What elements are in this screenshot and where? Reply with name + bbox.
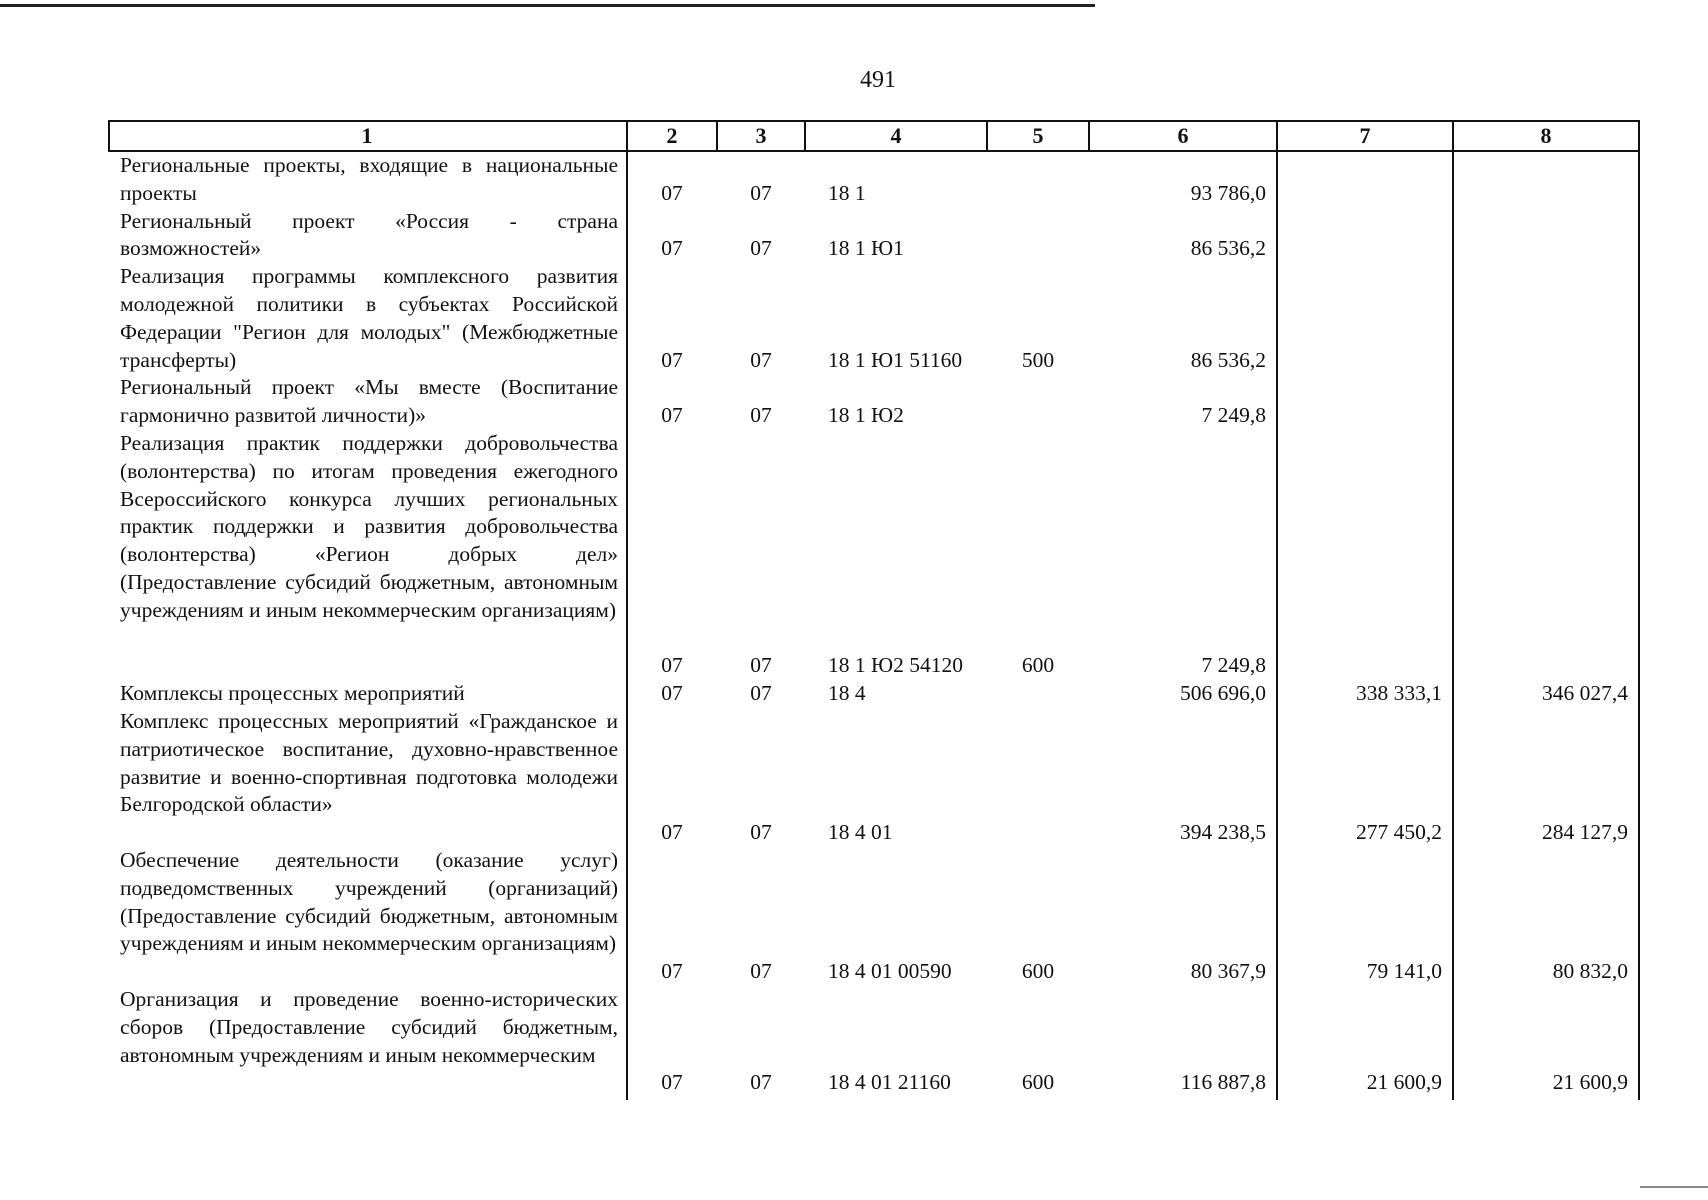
- cell-col-4: 18 4 01: [828, 820, 893, 845]
- cell-col-8: 80 832,0: [1552, 959, 1628, 984]
- cell-col-6: 86 536,2: [1190, 236, 1266, 261]
- cell-col-7: 21 600,9: [1366, 1070, 1442, 1095]
- cell-col-2: 07: [661, 1070, 683, 1095]
- page-number: 491: [860, 67, 896, 93]
- cell-col-4: 18 1 Ю1 51160: [828, 347, 963, 372]
- cell-col-6: 394 238,5: [1180, 820, 1266, 845]
- table-row: [108, 680, 1640, 708]
- cell-col-7: 79 141,0: [1366, 959, 1442, 984]
- cell-col-2: 07: [661, 347, 683, 372]
- cell-col-8: 21 600,9: [1552, 1070, 1628, 1095]
- cell-col-5: 500: [1021, 347, 1055, 372]
- cell-col-3: 07: [750, 681, 772, 706]
- cell-col-8: 346 027,4: [1542, 681, 1628, 706]
- cell-col-6: 7 249,8: [1201, 403, 1266, 428]
- cell-col-4: 18 4: [828, 681, 866, 706]
- row-description: Реализация практик поддержки добровольчества (волонтерства) по итогам проведения ежегодного Всероссийского конкурса лучших региональных практик поддержки и развития добровольчества (волонтерства) «Регион добрых дел» (Предоставление субсидий бюджетным, автономным учреждениям и иным некоммерческим организациям): [120, 431, 618, 622]
- cell-col-6: 86 536,2: [1190, 347, 1266, 372]
- top-rule: [0, 4, 1095, 7]
- table-row: [108, 986, 1640, 1097]
- table-row: [108, 208, 1640, 264]
- table-row: [108, 847, 1640, 986]
- cell-col-5: 600: [1021, 1070, 1055, 1095]
- cell-col-2: 07: [661, 653, 683, 678]
- header-col-4: 4: [890, 123, 902, 148]
- cell-col-4: 18 1 Ю2: [828, 403, 904, 428]
- table-row: [108, 708, 1640, 847]
- cell-col-5: 600: [1021, 653, 1055, 678]
- row-description: Региональный проект «Мы вместе (Воспитание гармонично развитой личности)»: [120, 375, 618, 428]
- cell-col-3: 07: [750, 1070, 772, 1095]
- table-row: [108, 152, 1640, 208]
- cell-col-4: 18 4 01 00590: [828, 959, 952, 984]
- cell-col-6: 93 786,0: [1190, 180, 1266, 205]
- cell-col-5: 600: [1021, 959, 1055, 984]
- cell-col-3: 07: [750, 347, 772, 372]
- cell-col-4: 18 1 Ю1: [828, 236, 904, 261]
- header-col-3: 3: [755, 123, 767, 148]
- cell-col-6: 116 887,8: [1180, 1070, 1266, 1095]
- header-col-2: 2: [666, 123, 678, 148]
- header-col-7: 7: [1359, 123, 1371, 148]
- table-row: [108, 430, 1640, 680]
- row-description: Комплексы процессных мероприятий: [120, 681, 465, 706]
- cell-col-3: 07: [750, 959, 772, 984]
- cell-col-7: 277 450,2: [1356, 820, 1442, 845]
- cell-col-6: 506 696,0: [1180, 681, 1266, 706]
- header-col-5: 5: [1032, 123, 1044, 148]
- row-description: Организация и проведение военно-исторических сборов (Предоставление субсидий бюджетным, автономным учреждениям и иным некоммерческим: [120, 987, 618, 1067]
- cell-col-4: 18 1: [828, 180, 866, 205]
- cell-col-2: 07: [661, 820, 683, 845]
- cell-col-2: 07: [661, 403, 683, 428]
- cell-col-7: 338 333,1: [1356, 681, 1442, 706]
- cell-col-2: 07: [661, 180, 683, 205]
- header-col-8: 8: [1540, 123, 1552, 148]
- header-col-1: 1: [361, 123, 373, 148]
- cell-col-2: 07: [661, 236, 683, 261]
- cell-col-3: 07: [750, 236, 772, 261]
- row-description: Региональные проекты, входящие в национальные проекты: [120, 153, 618, 205]
- cell-col-8: 284 127,9: [1542, 820, 1628, 845]
- row-description: Комплекс процессных мероприятий «Гражданское и патриотическое воспитание, духовно-нравственное развитие и военно-спортивная подготовка молодежи Белгородской области»: [120, 709, 618, 817]
- cell-col-4: 18 4 01 21160: [828, 1070, 951, 1095]
- cell-col-6: 80 367,9: [1190, 959, 1266, 984]
- cell-col-4: 18 1 Ю2 54120: [828, 653, 963, 678]
- row-description: Реализация программы комплексного развития молодежной политики в субъектах Российской Федерации "Регион для молодых" (Межбюджетные трансферты): [120, 264, 618, 372]
- cell-col-3: 07: [750, 180, 772, 205]
- row-description: Региональный проект «Россия - страна возможностей»: [120, 208, 618, 261]
- table-row: [108, 263, 1640, 374]
- cell-col-6: 7 249,8: [1201, 653, 1266, 678]
- table-row: [108, 374, 1640, 430]
- cell-col-3: 07: [750, 820, 772, 845]
- header-col-6: 6: [1177, 123, 1189, 148]
- footer-rule: [1640, 1186, 1708, 1188]
- cell-col-2: 07: [661, 959, 683, 984]
- cell-col-3: 07: [750, 653, 772, 678]
- cell-col-2: 07: [661, 681, 683, 706]
- cell-col-3: 07: [750, 403, 772, 428]
- row-description: Обеспечение деятельности (оказание услуг) подведомственных учреждений (организаций) (Предоставление субсидий бюджетным, автономным учреждениям и иным некоммерческим организациям): [120, 848, 618, 956]
